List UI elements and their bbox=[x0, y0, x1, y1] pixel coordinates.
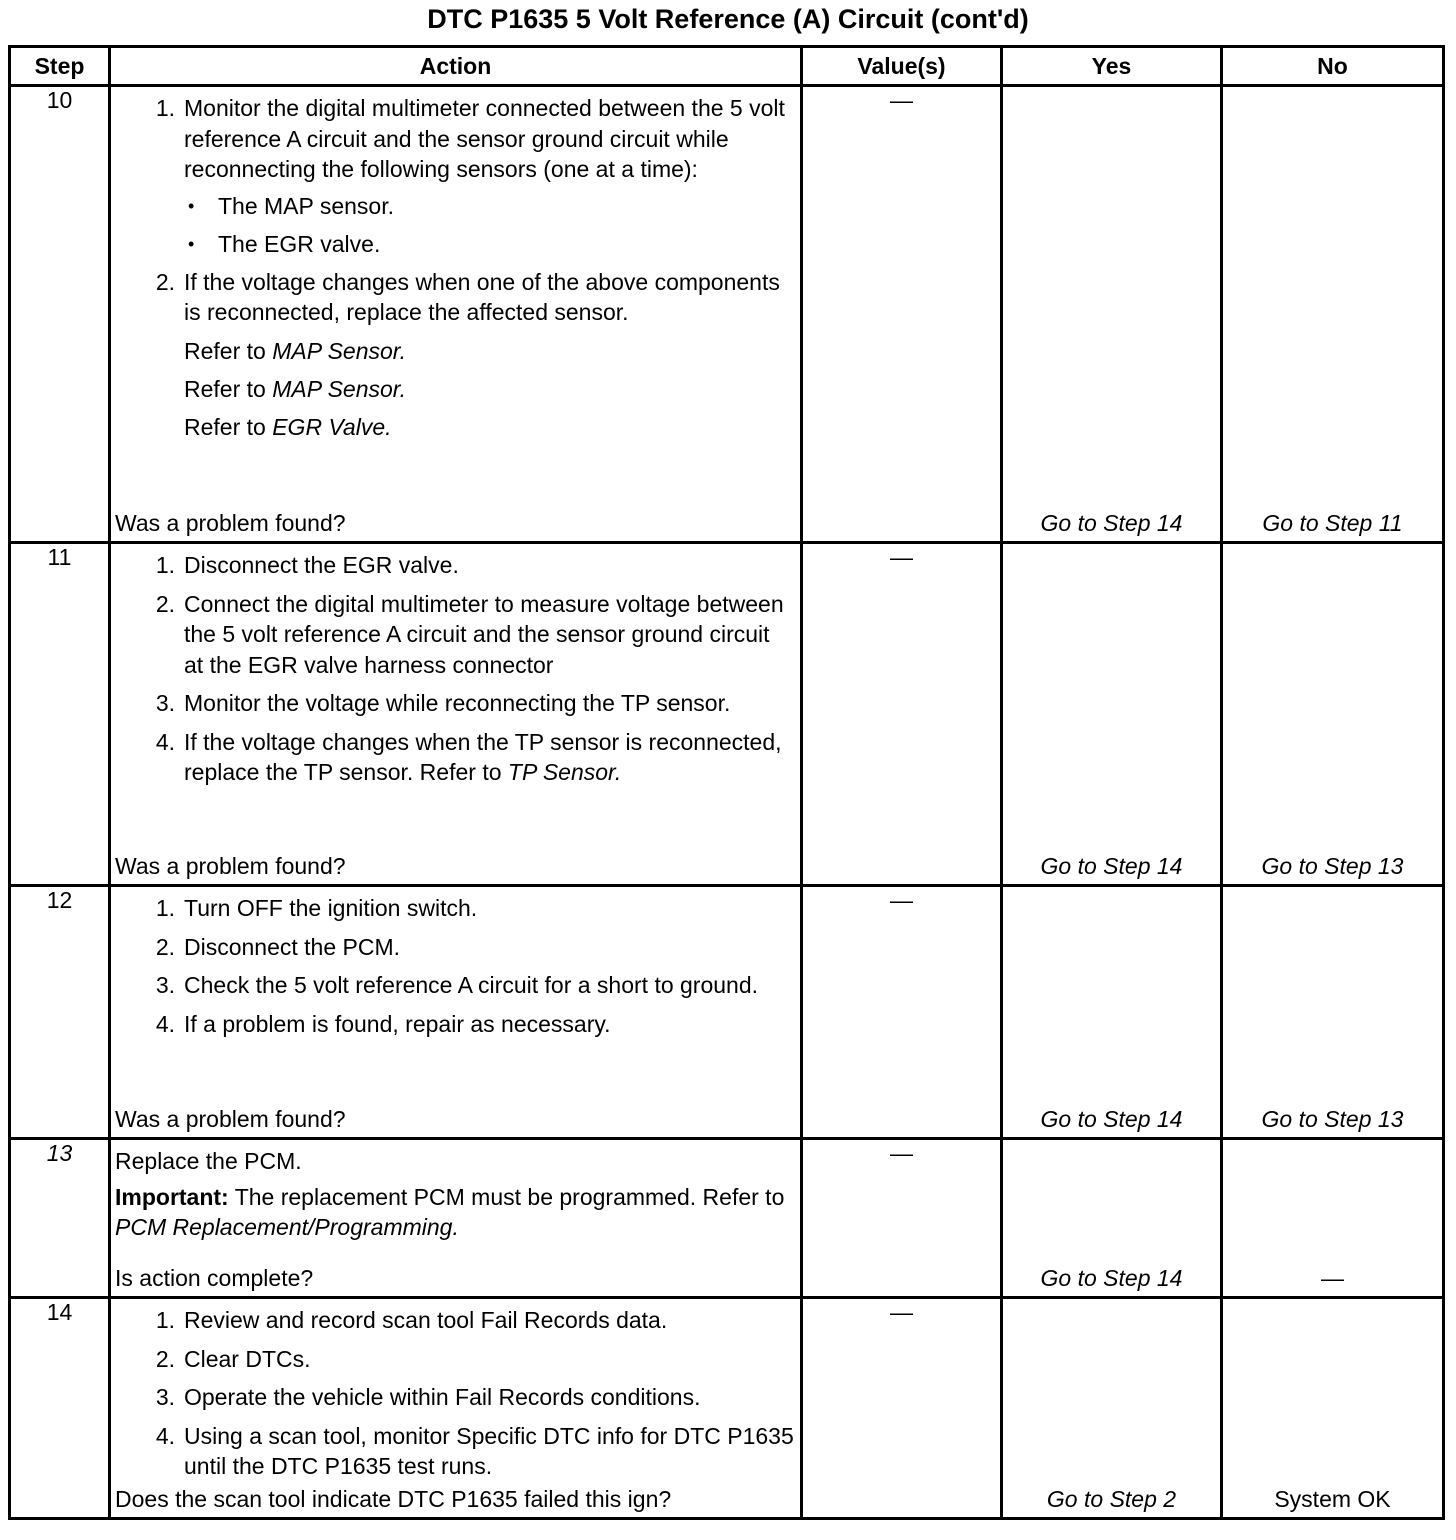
important-note: Important: The replacement PCM must be programmed. Refer to PCM Replacement/Programming. bbox=[115, 1184, 785, 1240]
action-item: 3. Operate the vehicle within Fail Records conditions. bbox=[155, 1384, 701, 1410]
header-no: No bbox=[1222, 47, 1444, 86]
question-text: Is action complete? bbox=[115, 1265, 314, 1291]
action-item: 1. Disconnect the EGR valve. bbox=[155, 552, 459, 578]
refer-line: Refer to EGR Valve. bbox=[184, 413, 392, 440]
goto-yes[interactable]: Go to Step 2 bbox=[1046, 1486, 1177, 1512]
goto-no: — bbox=[1321, 1265, 1344, 1291]
goto-no[interactable]: Go to Step 13 bbox=[1261, 853, 1404, 879]
header-action: Action bbox=[110, 47, 802, 86]
value-cell: — bbox=[802, 543, 1002, 886]
yes-cell bbox=[1002, 543, 1222, 886]
bullet-item: • The MAP sensor. bbox=[184, 191, 794, 221]
table-row bbox=[10, 1298, 1444, 1519]
action-cell bbox=[110, 86, 802, 543]
question-text: Was a problem found? bbox=[115, 853, 346, 879]
value-cell: — bbox=[802, 1139, 1002, 1298]
action-item: 2. Clear DTCs. bbox=[155, 1345, 311, 1372]
step-number: 13 bbox=[10, 1139, 110, 1298]
header-yes: Yes bbox=[1002, 47, 1222, 86]
action-cell bbox=[110, 1139, 802, 1298]
action-item: 1. Review and record scan tool Fail Records data. bbox=[155, 1307, 668, 1333]
page-title: DTC P1635 5 Volt Reference (A) Circuit (cont'd) bbox=[427, 4, 1029, 34]
no-cell bbox=[1222, 886, 1444, 1139]
reference-link[interactable]: MAP Sensor. bbox=[272, 337, 407, 364]
yes-cell bbox=[1002, 1139, 1222, 1298]
value-cell: — bbox=[802, 886, 1002, 1139]
step-number: 12 bbox=[10, 886, 110, 1139]
action-item: 1. Turn OFF the ignition switch. bbox=[155, 895, 478, 921]
table-row bbox=[10, 886, 1444, 1139]
question-text: Was a problem found? bbox=[115, 510, 346, 536]
goto-no[interactable]: Go to Step 11 bbox=[1262, 510, 1403, 536]
action-item: 2. If the voltage changes when one of the above components is reconnected, replace the affected sensor. Refer to MAP Sensor. Refer to MAP Sensor. Refer to EGR Valve. bbox=[115, 267, 794, 442]
goto-no[interactable]: Go to Step 13 bbox=[1261, 1106, 1404, 1132]
action-item: 4. If the voltage changes when the TP sensor is reconnected, replace the TP sensor. Refer to TP Sensor. bbox=[155, 728, 782, 785]
goto-yes[interactable]: Go to Step 14 bbox=[1040, 1265, 1183, 1291]
action-cell bbox=[110, 1298, 802, 1519]
action-item: 1. Monitor the digital multimeter connected between the 5 volt reference A circuit and the sensor ground circuit while reconnecting the following sensors (one at a time): • The MAP sensor. • The EGR valve. bbox=[115, 93, 794, 259]
header-step: Step bbox=[10, 47, 110, 86]
value-cell: — bbox=[802, 1298, 1002, 1519]
value-cell: — bbox=[802, 86, 1002, 543]
no-cell bbox=[1222, 1139, 1444, 1298]
action-item: 4. If a problem is found, repair as necessary. bbox=[155, 1010, 611, 1037]
header-row bbox=[10, 47, 1444, 86]
action-cell bbox=[110, 543, 802, 886]
table-row bbox=[10, 543, 1444, 886]
action-item: 4. Using a scan tool, monitor Specific DTC info for DTC P1635 until the DTC P1635 test runs. bbox=[155, 1422, 794, 1479]
question-text: Was a problem found? bbox=[115, 1106, 346, 1132]
reference-link[interactable]: EGR Valve. bbox=[272, 413, 392, 440]
goto-yes[interactable]: Go to Step 14 bbox=[1040, 1106, 1183, 1132]
step-number: 14 bbox=[10, 1298, 110, 1519]
refer-line: Refer to MAP Sensor. bbox=[184, 375, 407, 402]
yes-cell bbox=[1002, 86, 1222, 543]
header-values: Value(s) bbox=[802, 47, 1002, 86]
action-item: 3. Monitor the voltage while reconnecting the TP sensor. bbox=[155, 690, 731, 716]
action-cell bbox=[110, 886, 802, 1139]
yes-cell bbox=[1002, 886, 1222, 1139]
goto-yes[interactable]: Go to Step 14 bbox=[1040, 510, 1183, 536]
goto-yes[interactable]: Go to Step 14 bbox=[1040, 853, 1183, 879]
no-cell bbox=[1222, 543, 1444, 886]
yes-cell bbox=[1002, 1298, 1222, 1519]
replace-text: Replace the PCM. bbox=[115, 1148, 302, 1174]
table-row bbox=[10, 1139, 1444, 1298]
step-number: 11 bbox=[10, 543, 110, 886]
action-item: 2. Disconnect the PCM. bbox=[155, 933, 401, 960]
reference-link[interactable]: MAP Sensor. bbox=[272, 375, 407, 402]
goto-no: System OK bbox=[1274, 1486, 1391, 1512]
action-item: 2. Connect the digital multimeter to measure voltage between the 5 volt reference A circuit and the sensor ground circuit at the EGR valve harness connector bbox=[155, 590, 784, 678]
reference-link[interactable]: TP Sensor. bbox=[507, 759, 622, 785]
table-row bbox=[10, 86, 1444, 543]
no-cell bbox=[1222, 1298, 1444, 1519]
refer-line: Refer to MAP Sensor. bbox=[184, 337, 407, 364]
step-number: 10 bbox=[10, 86, 110, 543]
action-item: 3. Check the 5 volt reference A circuit for a short to ground. bbox=[155, 972, 759, 998]
bullet-item: • The EGR valve. bbox=[184, 229, 794, 259]
no-cell bbox=[1222, 86, 1444, 543]
reference-link[interactable]: PCM Replacement/Programming. bbox=[115, 1214, 459, 1240]
question-text: Does the scan tool indicate DTC P1635 failed this ign? bbox=[115, 1486, 672, 1512]
diagnostic-table bbox=[8, 45, 1445, 1520]
